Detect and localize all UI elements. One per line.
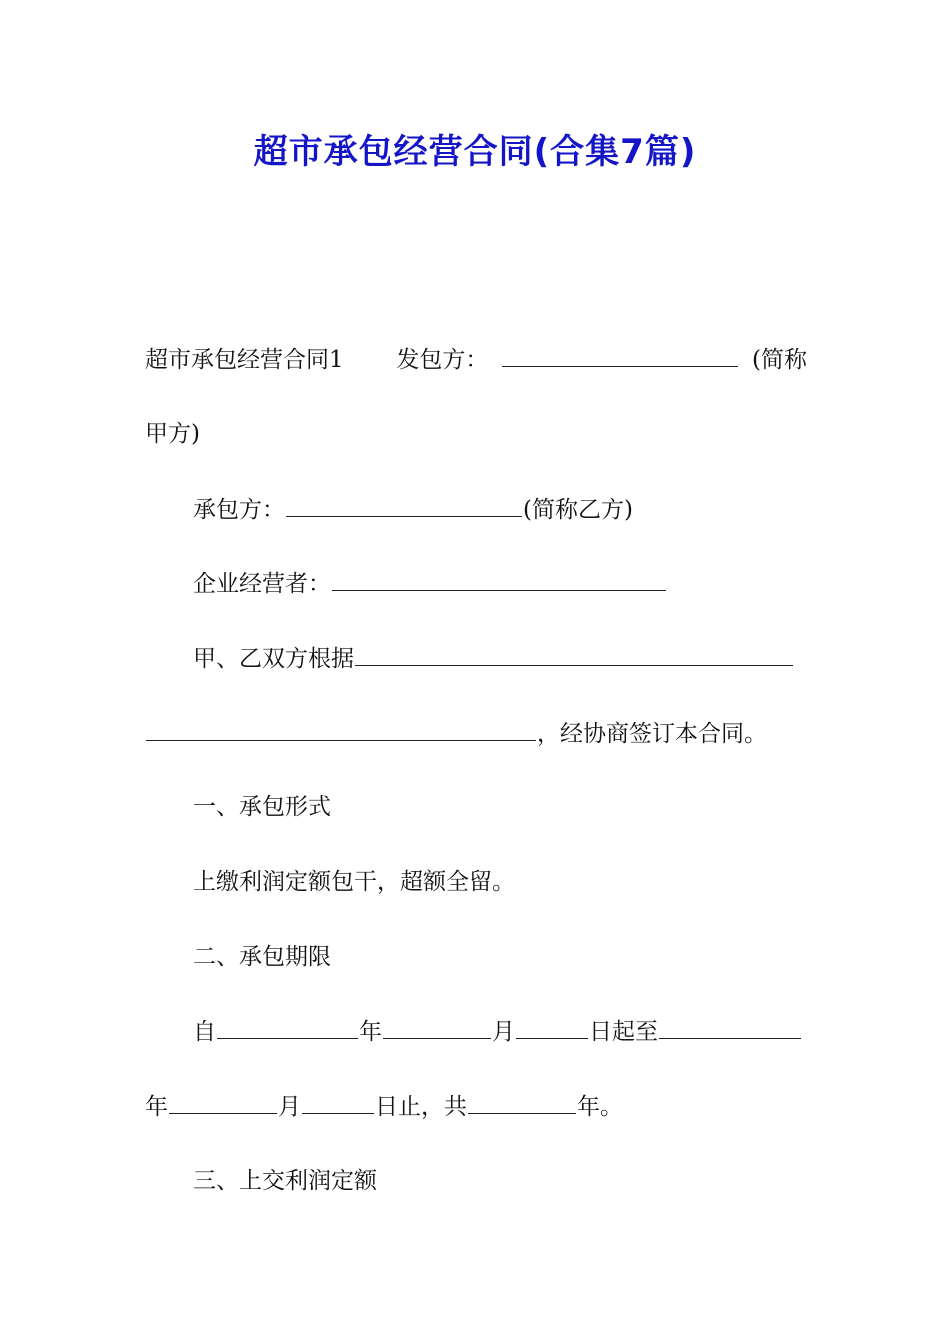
term-line-2 [145,1089,807,1124]
section-3-heading: 三、上交利润定额 [193,1168,377,1194]
operator-label: 企业经营者： [193,571,331,597]
basis-text: 甲、乙双方根据 [193,646,354,672]
party-a-blank [502,342,738,367]
party-b-line [193,492,807,527]
term-day-blank [516,1014,588,1039]
term-year-blank [217,1014,358,1039]
contract-heading: 超市承包经营合同1 [145,347,344,373]
party-b-blank [286,492,522,517]
term-from: 自 [193,1019,216,1045]
term-month-blank [383,1014,491,1039]
contract-heading-line [145,342,807,377]
party-a-abbr-line [145,417,807,451]
term-year-2: 年 [145,1094,168,1120]
term-month-2: 月 [278,1094,301,1120]
basis-blank-2 [146,716,536,741]
basis-end-line [145,716,807,751]
term-month-blank-2 [169,1089,277,1114]
term-total-year: 年。 [577,1094,623,1120]
term-year: 年 [359,1019,382,1045]
section-1-heading: 一、承包形式 [193,794,331,820]
section-1-text: 上缴利润定额包干，超额全留。 [193,869,515,895]
document-title: 超市承包经营合同(合集7篇) [253,132,697,172]
operator-line [193,566,807,601]
operator-blank [332,566,666,591]
basis-line [193,641,807,676]
party-a-abbr-start: (简称 [751,347,807,373]
party-a-label: 发包方： [396,347,489,373]
basis-blank-1 [355,641,793,666]
party-b-label: 承包方： [193,497,285,523]
term-line-1 [193,1014,807,1049]
section-2-heading: 二、承包期限 [193,944,331,970]
term-end-year-blank [659,1014,801,1039]
term-day-end: 日止，共 [375,1094,467,1120]
term-day-blank-2 [302,1089,374,1114]
party-a-abbr-end: 甲方) [145,421,200,447]
basis-end: ，经协商签订本合同。 [537,721,767,747]
term-total-blank [468,1089,576,1114]
term-month: 月 [492,1019,515,1045]
party-b-abbr: (简称乙方) [523,497,633,523]
term-day-start: 日起至 [589,1019,658,1045]
